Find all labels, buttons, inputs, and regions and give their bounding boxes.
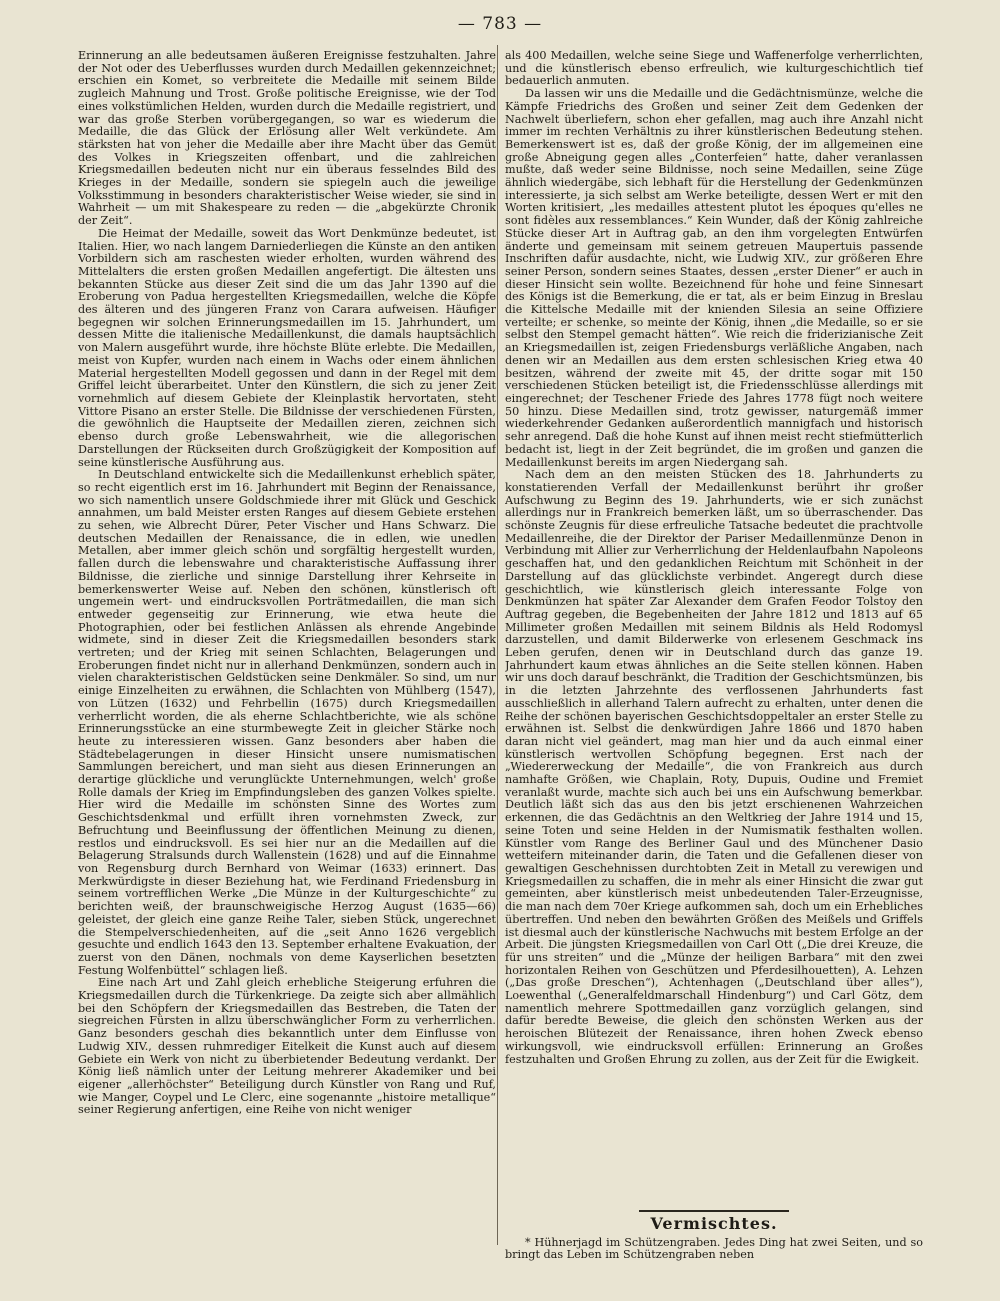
left-paragraph-2: Die Heimat der Medaille, soweit das Wort Denkmünze bedeutet, ist Italien. Hier, wo nach langem Darniederliegen die Künste an den antiken Vorbildern sich am raschesten wieder erholten, wurden während des Mittelalters die ersten großen Medaillen angefertigt. Die ältesten uns bekannten Stücke aus dieser Zeit sind die um das Jahr 1390 auf die Eroberung von Padua hergestellten Kriegsmedaillen, welche die Köpfe des älteren und des jüngeren Franz von Carara aufweisen. Häufiger begegnen wir solchen Erinnerungsmedaillen im 15. Jahrhundert, um dessen Mitte die italienische Medaillenkunst, die damals hauptsächlich von Malern ausgeführt wurde, ihre höchste Blüte erlebte. Die Medaillen, meist von Kupfer, wurden nach einem in Wachs oder einem ähnlichen Material hergestellten Modell gegossen und dann in der Regel mit dem Griffel leicht überarbeitet. Unter den Künstlern, die sich zu jener Zeit vornehmlich auf diesem Gebiete der Kleinplastik hervortaten, steht Vittore Pisano an erster Stelle. Die Bildnisse der verschiedenen Fürsten, die gewöhnlich die Hauptseite der Medaillen zieren, zeichnen sich ebenso durch große Lebenswahrheit, wie die allegorischen Darstellungen der Rückseiten durch Großzügigkeit der Komposition auf seine künstlerische Ausführung aus. <box>78 226 496 469</box>
left-paragraph-1: Erinnerung an alle bedeutsamen äußeren Ereignisse festzuhalten. Jahre der Not oder des Ueberflusses wurden durch Medaillen gekennzeichnet; erschien ein Komet, so verbreitete die Medaille mit seinem Bilde zugleich Mahnung und Trost. Große politische Ereignisse, wie der Tod eines volkstümlichen Helden, wurden durch die Medaille registriert, und war das große Sterben vorübergegangen, so war es wiederum die Medaille, die das Glück der Erlösung aller Welt verkündete. Am stärksten hat von jeher die Medaille aber ihre Macht über das Gemüt des Volkes in Kriegszeiten offenbart, und die zahlreichen Kriegsmedaillen bedeuten nicht nur ein überaus fesselndes Bild des Krieges in der Medaille, sondern sie spiegeln auch die jeweilige Volksstimmung in besonders charakteristischer Weise wieder, sie sind in Wahrheit — um mit Shakespeare zu reden — die „abgekürzte Chronik der Zeit“. <box>78 50 496 228</box>
section-title: Vermischtes. <box>650 1214 778 1233</box>
left-paragraph-4: Eine nach Art und Zahl gleich erhebliche Steigerung erfuhren die Kriegsmedaillen durch die Türkenkriege. Da zeigte sich aber allmählich bei den Schöpfern der Kriegsmedaillen das Bestreben, die Taten der siegreichen Fürsten in allzu überschwänglicher Form zu verherrlichen. Ganz besonders geschah dies bekanntlich unter dem Einflusse von Ludwig XIV., dessen ruhmrediger Eitelkeit die Kunst auch auf diesem Gebiete ein Werk von nicht zu überbietender Bedeutung verdankt. Der König ließ nämlich unter der Leitung mehrerer Akademiker und bei eigener „allerhöchster“ Beteiligung durch Künstler von Rang und Ruf, wie Manger, Coypel und Le Clerc, eine sogenannte „histoire metallique“ seiner Regierung anfertigen, eine Reihe von nicht weniger <box>78 976 496 1117</box>
left-column <box>78 50 496 1284</box>
right-paragraph-1: als 400 Medaillen, welche seine Siege und Waffenerfolge verherrlichten, und die künstlerisch ebenso erfreulich, wie kulturgeschichtlich tief bedauerlich anmuten. <box>505 50 923 88</box>
right-paragraph-3: Nach dem an den meisten Stücken des 18. Jahrhunderts zu konstatierenden Verfall der Medaillenkunst berührt ihr großer Aufschwung zu Beginn des 19. Jahrhunderts, wie er sich zunächst allerdings nur in Frankreich bemerken läßt, um so überraschender. Das schönste Zeugnis für diese erfreuliche Tatsache bedeutet die prachtvolle Medaillenreihe, die der Direktor der Pariser Medaillenmünze Denon in Verbindung mit Allier zur Verherrlichung der Heldenlaufbahn Napoleons geschaffen hat, und den gedanklichen Reichtum mit Schönheit in der Darstellung auf das glücklichste verbindet. Angeregt durch diese geschichtlich, wie künstlerisch gleich interessante Folge von Denkmünzen hat später Zar Alexander dem Grafen Feodor Tolstoy den Auftrag gegeben, die Begebenheiten der Jahre 1812 und 1813 auf 65 Millimeter großen Medaillen mit seinem Bildnis als Held Rodomysl darzustellen, und damit Bilderwerke von erlesenem Geschmack ins Leben gerufen, denen wir in Deutschland durch das ganze 19. Jahrhundert kaum etwas ähnliches an die Seite stellen können. Haben wir uns doch darauf beschränkt, die Tradition der Geschichtsmünzen, bis in die letzten Jahrzehnte des verflossenen Jahrhunderts fast ausschließlich in allerhand Talern aufrecht zu erhalten, unter denen die Reihe der schönen bayerischen Geschichtsdoppeltaler an erster Stelle zu erwähnen ist. Selbst die denkwürdigen Jahre 1866 und 1870 haben daran nicht viel geändert, mag man hier und da auch einmal einer künstlerisch wertvollen Schöpfung begegnen. Erst nach der „Wiedererweckung der Medaille“, die von Frankreich aus durch namhafte Größen, wie Chaplain, Roty, Dupuis, Oudine und Fremiet veranlaßt wurde, machte sich auch bei uns ein Aufschwung bemerkbar. Deutlich läßt sich das aus den bis jetzt erschienenen Wahrzeichen erkennen, die das Gedächtnis an den Weltkrieg der Jahre 1914 und 15, seine Toten und seine Helden in der Numismatik festhalten wollen. Künstler vom Range des Berliner Gaul und des Münchener Dasio wetteifern miteinander darin, die Taten und die Gefallenen dieser von gewaltigen Geschehnissen durchtobten Zeit in Metall zu verewigen und Kriegsmedaillen zu schaffen, die in mehr als einer Hinsicht die zwar gut gemeinten, aber künstlerisch meist unbedeutenden Taler-Erzeugnisse, die man nach dem 70er Kriege aufkommen sah, doch um ein Erhebliches übertreffen. Und neben den bewährten Größen des Meißels und Griffels ist diesmal auch der künstlerische Nachwuchs mit bestem Erfolge an der Arbeit. Die jüngsten Kriegsmedaillen von Carl Ott („Die drei Kreuze, die für uns streiten“ und die „Münze der heiligen Barbara“ mit den zwei horizontalen Reihen von Geschützen und Pferdesilhouetten), A. Lehzen („Das große Dreschen“), Achtenhagen („Deutschland über alles“), Loewenthal („Generalfeldmarschall Hindenburg“) und Carl Götz, dem namentlich mehrere Spottmedaillen ganz vorzüglich gelangen, sind dafür beredte Beweise, die gleich den schönsten Werken aus der heroischen Blütezeit der Renaissance, ihren hohen Zweck ebenso wirkungsvoll, wie eindrucksvoll erfüllen: Erinnerung an Großes festzuhalten und Großen Ehrung zu zollen, aus der Zeit für die Ewigkeit. <box>505 468 923 1066</box>
left-paragraph-3: In Deutschland entwickelte sich die Medaillenkunst erheblich später, so recht eigentlich erst im 16. Jahrhundert mit Beginn der Renaissance, wo sich namentlich unsere Goldschmiede ihrer mit Glück und Geschick annahmen, um bald Meister ersten Ranges auf diesem Gebiete erstehen zu sehen, wie Albrecht Dürer, Peter Vischer und Hans Schwarz. Die deutschen Medaillen der Renaissance, die in edlen, wie unedlen Metallen, aber immer gleich schön und sorgfältig hergestellt wurden, fallen durch die lebenswahre und charakteristische Auffassung ihrer Bildnisse, die zierliche und sinnige Darstellung ihrer Kehrseite in bemerkenswerter Weise auf. Neben den schönen, künstlerisch oft ungemein wert- und eindrucksvollen Porträtmedaillen, die man sich entweder gegenseitig zur Erinnerung, wie etwa heute die Photographien, oder bei festlichen Anlässen als ehrende Angebinde widmete, sind in dieser Zeit die Kriegsmedaillen besonders stark vertreten; und der Krieg mit seinen Schlachten, Belagerungen und Eroberungen findet nicht nur in allerhand Denkmünzen, sondern auch in vielen charakteristischen Geldstücken seine Denkmäler. So sind, um nur einige Einzelheiten zu erwähnen, die Schlachten von Mühlberg (1547), von Lützen (1632) und Fehrbellin (1675) durch Kriegsmedaillen verherrlicht worden, die als eherne Schlachtberichte, wie als schöne Erinnerungsstücke an eine sturmbewegte Zeit in gleicher Stärke noch heute zu interessieren wissen. Ganz besonders aber haben die Städtebelagerungen in dieser Hinsicht unsere numismatischen Sammlungen bereichert, und man sieht aus diesen Erinnerungen an derartige glückliche und verunglückte Unternehmungen, welch' große Rolle damals der Krieg im Empfindungsleben des ganzen Volkes spielte. Hier wird die Medaille im schönsten Sinne des Wortes zum Geschichtsdenkmal und erfüllt ihren vornehmsten Zweck, zur Befruchtung und Beeinflussung der öffentlichen Meinung zu dienen, restlos und eindrucksvoll. Es sei hier nur an die Medaillen auf die Belagerung Stralsunds durch Wallenstein (1628) und auf die Einnahme von Regensburg durch Bernhard von Weimar (1633) erinnert. Das Merkwürdigste in dieser Beziehung hat, wie Ferdinand Friedensburg in seinem vortrefflichen Werke „Die Münze in der Kulturgeschichte“ zu berichten weiß, der braunschweigische Herzog August (1635—66) geleistet, der gleich eine ganze Reihe Taler, sieben Stück, ungerechnet die Stempelverschiedenheiten, auf die „seit Anno 1626 vergeblich gesuchte und endlich 1643 den 13. September erhaltene Evakuation, der zuerst von den Dänen, nochmals von deme Kayserlichen besetzten Festung Wolfenbüttel“ schlagen ließ. <box>78 468 496 977</box>
right-column <box>505 50 923 1262</box>
page-number: — 783 — <box>457 14 543 34</box>
right-article <box>505 50 923 1202</box>
column-divider <box>497 45 498 1245</box>
right-paragraph-2: Da lassen wir uns die Medaille und die Gedächtnismünze, welche die Kämpfe Friedrichs des Großen und seiner Zeit dem Gedenken der Nachwelt überliefern, schon eher gefallen, mag auch ihre Anzahl nicht immer im rechten Verhältnis zu ihrer künstlerischen Bedeutung stehen. Bemerkenswert ist es, daß der große König, der im allgemeinen eine große Abneigung gegen alles „Conterfeien“ hatte, daher veranlassen mußte, daß weder seine Bildnisse, noch seine Medaillen, seine Züge ähnlich wiedergäbe, sich lebhaft für die Herstellung der Gedenkmünzen interessierte, ja sich selbst am Werke beteiligte, dessen Wert er mit den Worten kritisiert, „les medailles attestent plutot les époques qu'elles ne sont fidèles aux ressemblances.“ Kein Wunder, daß der König zahlreiche Stücke dieser Art in Auftrag gab, an den ihm vorgelegten Entwürfen änderte und gemeinsam mit seinem getreuen Maupertuis passende Inschriften dafür ausdachte, nicht, wie Ludwig XIV., zur größeren Ehre seiner Person, sondern seines Staates, dessen „erster Diener“ er auch in dieser Hinsicht sein wollte. Bezeichnend für hohe und feine Sinnesart des Königs ist die Bemerkung, die er tat, als er beim Einzug in Breslau die Kittelsche Medaille mit der knienden Silesia an seine Offiziere verteilte; er schenke, so meinte der König, ihnen „die Medaille, so er sie selbst den Stempel gemacht hätten“. Wie reich die friderizianische Zeit an Kriegsmedaillen ist, zeigen Friedensburgs verläßliche Angaben, nach denen wir an Medaillen aus dem ersten schlesischen Krieg etwa 40 besitzen, während der zweite mit 45, der dritte sogar mit 150 verschiedenen Stücken beteiligt ist, die Friedensschlüsse allerdings mit eingerechnet; der Teschener Friede des Jahres 1778 fügt noch weitere 50 hinzu. Diese Medaillen sind, trotz gewisser, naturgemäß immer wiederkehrender Gedanken außerordentlich mannigfach und historisch sehr anregend. Daß die hohe Kunst auf ihnen meist recht stiefmütterlich bedacht ist, liegt in der Zeit begründet, die im großen und ganzen die Medaillenkunst bereits im argen Niedergang sah. <box>505 87 923 469</box>
section-rule <box>639 1210 789 1212</box>
section-paragraph: * Hühnerjagd im Schützengraben. Jedes Ding hat zwei Seiten, und so bringt das Leben im Schützengraben neben <box>505 1235 923 1262</box>
